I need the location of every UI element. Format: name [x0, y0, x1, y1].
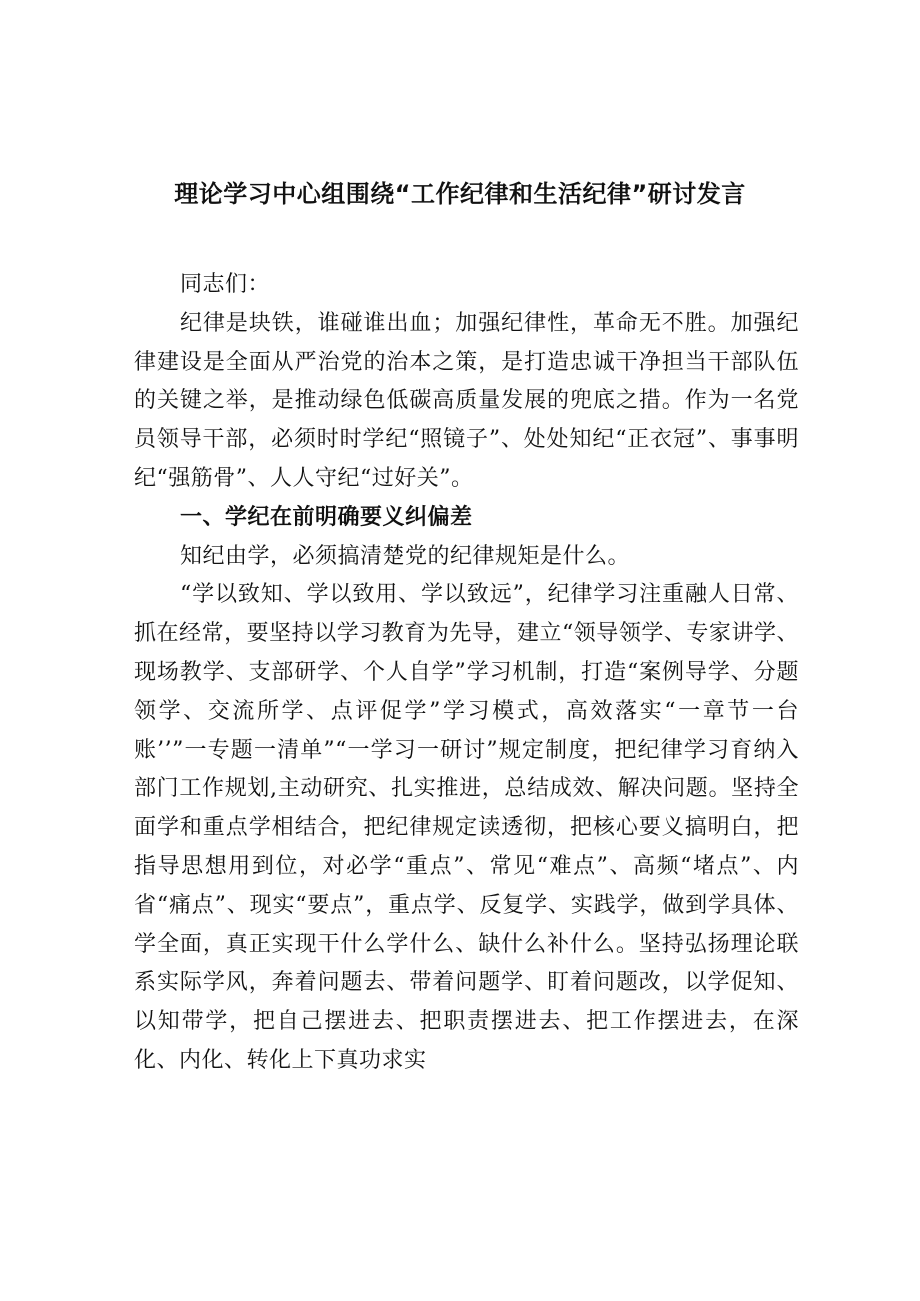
section-heading-1: 一、学纪在前明确要义纠偏差: [180, 504, 473, 530]
intro-paragraph: 纪律是块铁，谁碰谁出血；加强纪律性，革命无不胜。加强纪律建设是全面从严治党的治本之策，是打造忠诚干净担当干部队伍的关键之举，是推动绿色低碳高质量发展的兜底之措。作为一名党员领导干部，必须时时学纪“照镜子”、处处知纪“正衣冠”、事事明纪“强筋骨”、人人守纪“过好关”。: [134, 310, 799, 491]
document-title: 理论学习中心组围绕“工作纪律和生活纪律”研讨发言: [174, 180, 746, 208]
section-body-paragraph: “学以致知、学以致用、学以致远”，纪律学习注重融人日常、抓在经常，要坚持以学习教育为先导，建立“领导领学、专家讲学、现场教学、支部研学、个人自学”学习机制，打造“案例导学、分题领学、交流所学、点评促学”学习模式，高效落实“一章节一台账’’”一专题一清单”“一学习一研讨”规定制度，把纪律学习育纳入部门工作规划,主动研究、扎实推进，总结成效、解决问题。坚持全面学和重点学相结合，把纪律规定读透彻，把核心要义搞明白，把指导思想用到位，对必学“重点”、常见“难点”、高频“堵点”、内省“痛点”、现实“要点”，重点学、反复学、实践学，做到学具体、学全面，真正实现干什么学什么、缺什么补什么。坚持弘扬理论联系实际学风，奔着问题去、带着问题学、盯着问题改，以学促知、以知带学，把自己摆进去、把职责摆进去、把工作摆进去，在深化、内化、转化上下真功求实: [134, 582, 799, 1073]
document-body: [134, 266, 799, 1081]
section-lead-paragraph: 知纪由学，必须搞清楚党的纪律规矩是什么。: [180, 543, 631, 569]
salutation: 同志们：: [180, 272, 271, 297]
